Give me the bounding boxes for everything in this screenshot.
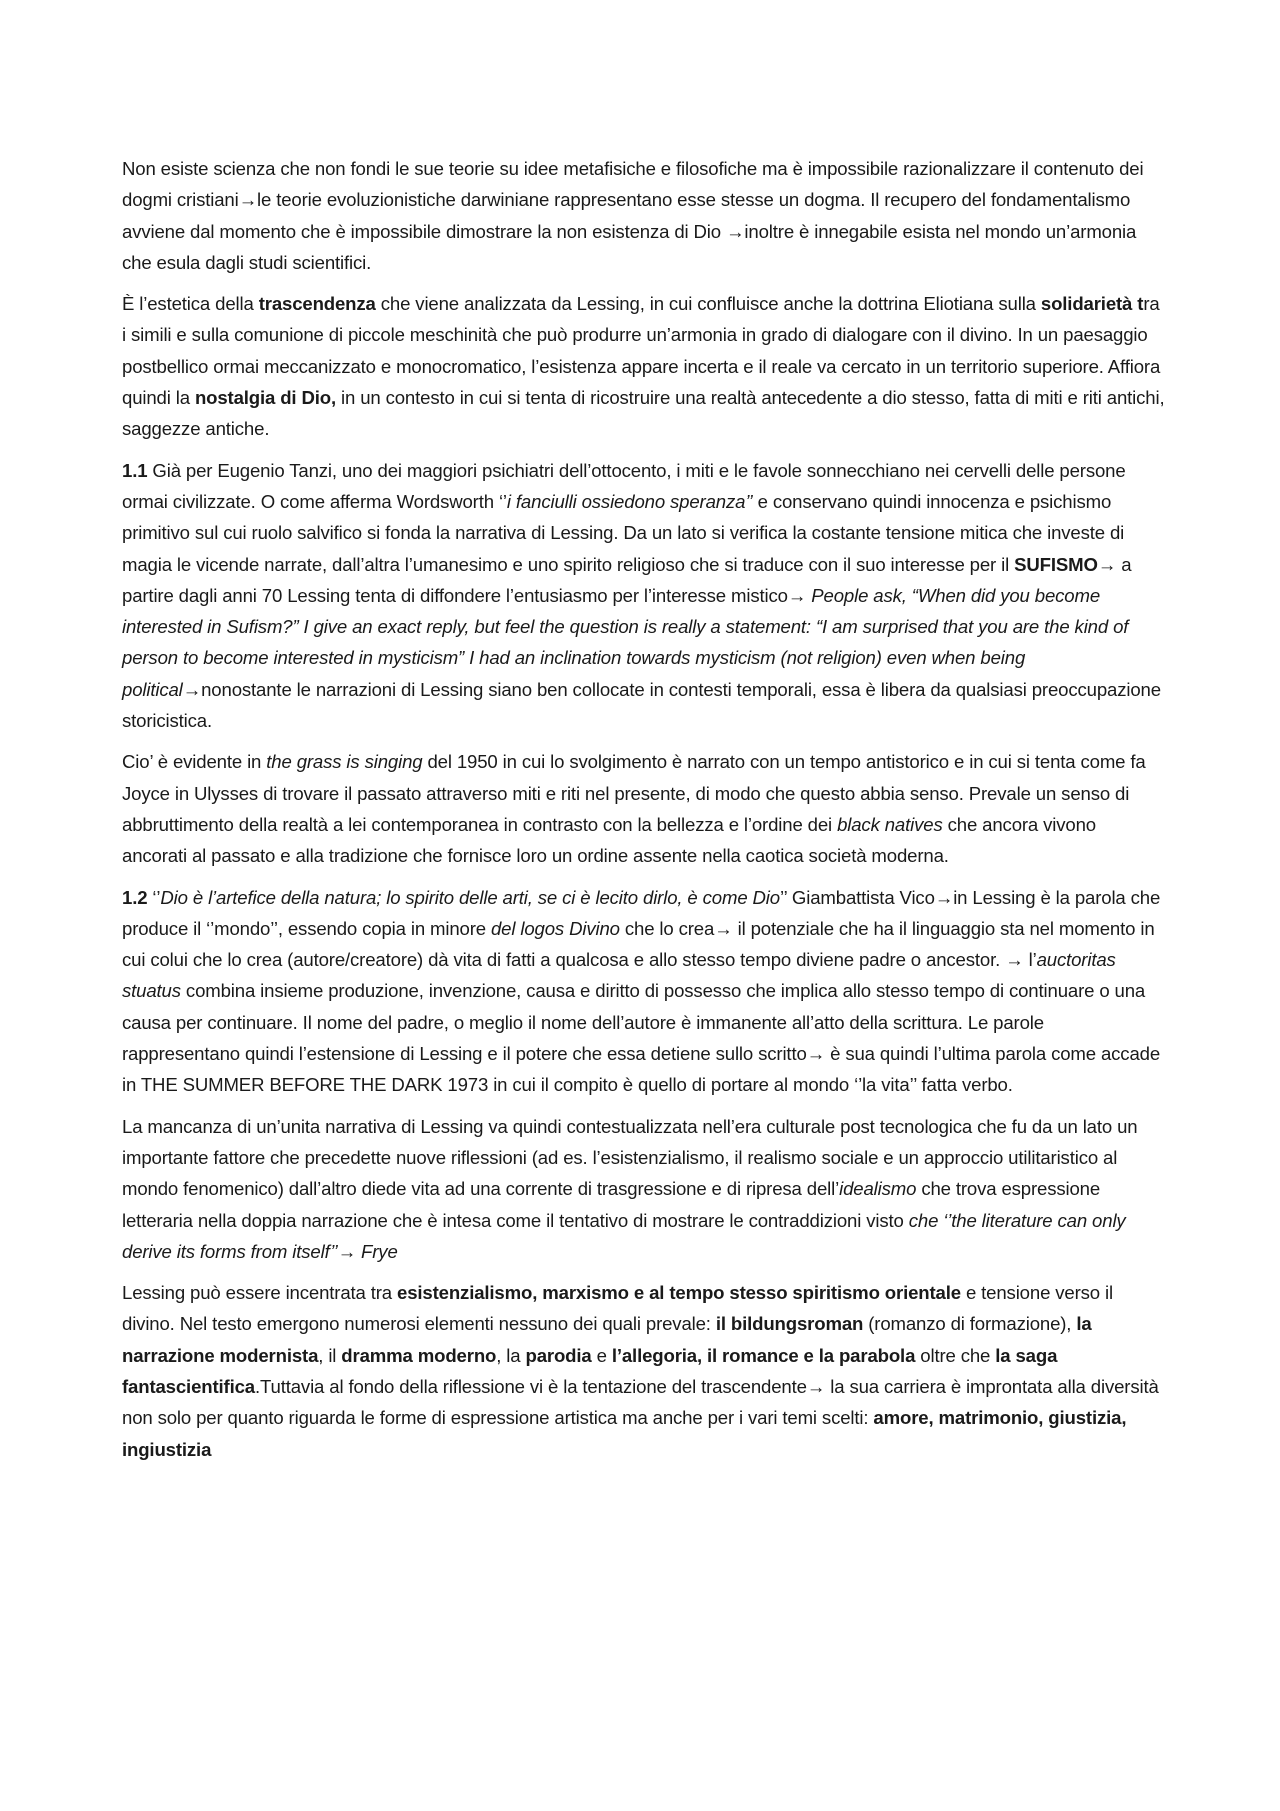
bold-text: trascendenza <box>258 293 376 315</box>
bold-text: parodia <box>525 1344 592 1366</box>
text-run: del 1950 in cui lo svolgimento è narrato con un tempo antistorico e in cui si tenta come fa Joyce in Ulysses di trovare il passato attraverso miti e riti nel presente, di modo che questo abbia senso. Prevale un senso di abbruttimento della realtà a lei contemporanea in contrasto con la bellezza e l’ordine dei <box>122 751 1146 835</box>
text-run: Non esiste scienza che non fondi le sue teorie su idee metafisiche e filosofiche ma è impossibile razionalizzare il contenuto dei dogmi cristiani→le teorie evoluzionistiche darwiniane rappresentano esse stesse un dogma. Il recupero del fondamentalismo avviene dal momento che è impossibile dimostrare la non esistenza di Dio →inoltre è innegabile esista nel mondo un’armonia che esula dagli studi scientifici. <box>122 158 1144 273</box>
paragraph <box>122 153 1165 278</box>
text-run: Già per Eugenio Tanzi, uno dei maggiori psichiatri dell’ottocento, i miti e le favole sonnecchiano nei cervelli delle persone ormai civilizzate. O come afferma Wordsworth ‘’ <box>122 459 1126 512</box>
bold-text: il bildungsroman <box>715 1313 864 1335</box>
text-run: che ancora vivono ancorati al passato e alla tradizione che fornisce loro un ordine assente nella caotica società moderna. <box>122 813 1096 867</box>
italic-text: Frye <box>361 1240 398 1262</box>
bold-text: nostalgia di Dio, <box>194 387 336 409</box>
bold-text: solidarietà t <box>1040 293 1144 315</box>
text-run: ‘’ <box>147 886 161 908</box>
italic-text: i fanciulli ossiedono speranza’’ <box>506 490 753 512</box>
bold-text: SUFISMO <box>1014 553 1098 575</box>
paragraph <box>122 882 1165 1101</box>
bold-text: la saga fantascientifica <box>122 1344 1058 1397</box>
italic-text: black natives <box>837 813 943 835</box>
text-run: (romanzo di formazione), <box>863 1313 1077 1335</box>
text-run: ra i simili e sulla comunione di piccole meschinità che può produrre un’armonia in grado di dialogare con il divino. In un paesaggio postbellico ormai meccanizzato e monocromatico, l’esistenza appare incerta e il reale va cercato in un territorio superiore. Affiora quindi la <box>122 293 1161 409</box>
text-run: oltre che <box>915 1344 996 1366</box>
italic-text: idealismo <box>839 1178 917 1200</box>
italic-text: che ‘’the literature can only derive its forms from itself’’ <box>122 1209 1126 1262</box>
text-run: ’’ Giambattista Vico→in Lessing è la parola che produce il ‘’mondo’’, essendo copia in minore <box>122 886 1161 939</box>
bold-text: amore, matrimonio, giustizia, ingiustizia <box>122 1407 1127 1460</box>
text-run: e <box>591 1344 612 1366</box>
paragraph <box>122 455 1165 737</box>
bold-text: l’allegoria, il romance e la parabola <box>611 1344 916 1366</box>
text-run: , la <box>496 1344 526 1366</box>
paragraph <box>122 1111 1165 1267</box>
text-run: che lo crea→ il potenziale che ha il linguaggio sta nel momento in cui colui che lo crea (autore/creatore) dà vita di fatti a qualcosa e allo stesso tempo diviene padre o ancestor. → l’ <box>122 917 1155 971</box>
paragraph <box>122 1277 1165 1465</box>
text-run: , il <box>318 1344 342 1366</box>
text-run: .Tuttavia al fondo della riflessione vi è la tentazione del trascendente→ la sua carriera è improntata alla diversità non solo per quanto riguarda le forme di espressione artistica ma anche per i vari temi scelti: <box>122 1375 1159 1429</box>
text-run: → a partire dagli anni 70 Lessing tenta di diffondere l’entusiasmo per l’interesse mistico→ <box>122 553 1132 606</box>
text-run: →nonostante le narrazioni di Lessing siano ben collocate in contesti temporali, essa è libera da qualsiasi preoccupazione storicistica. <box>122 678 1161 732</box>
italic-text: People ask, “When did you become interested in Sufism?” I give an exact reply, but feel the question is really a statement: “I am surprised that you are the kind of person to become interested in mysticism” I had an inclination towards mysticism (not religion) even when being political <box>122 584 1129 700</box>
text-run: che trova espressione letteraria nella doppia narrazione che è intesa come il tentativo di mostrare le contraddizioni visto <box>122 1178 1101 1231</box>
document-body <box>122 153 1165 1465</box>
text-run: in un contesto in cui si tenta di ricostruire una realtà antecedente a dio stesso, fatta di miti e riti antichi, saggezze antiche. <box>122 387 1165 440</box>
text-run: È l’estetica della <box>122 293 259 315</box>
paragraph <box>122 746 1165 871</box>
text-run: Lessing può essere incentrata tra <box>122 1282 398 1304</box>
paragraph <box>122 288 1165 444</box>
text-run: e tensione verso il divino. Nel testo emergono numerosi elementi nessuno dei quali prevale: <box>122 1282 1113 1335</box>
text-run: La mancanza di un’unita narrativa di Lessing va quindi contestualizzata nell’era culturale post tecnologica che fu da un lato un importante fattore che precedette nuove riflessioni (ad es. l’esistenzialismo, il realismo sociale e un approccio utilitaristico al mondo fenomenico) dall’altro diede vita ad una corrente di trasgressione e di ripresa dell’ <box>122 1115 1138 1200</box>
bold-text: la narrazione modernista <box>122 1313 1092 1366</box>
italic-text: Dio è l’artefice della natura; lo spirito delle arti, se ci è lecito dirlo, è come Dio <box>160 886 780 908</box>
text-run: Cio’ è evidente in <box>122 751 267 773</box>
italic-text: auctoritas stuatus <box>122 949 1116 1002</box>
text-run: → <box>337 1240 362 1262</box>
bold-text: 1.2 <box>122 886 148 908</box>
text-run: e conservano quindi innocenza e psichismo primitivo sul cui ruolo salvifico si fonda la narrativa di Lessing. Da un lato si verifica la costante tensione mitica che investe di magia le vicende narrate, dall’altra l’umanesimo e uno spirito religioso che si traduce con il suo interesse per il <box>122 490 1125 575</box>
italic-text: del logos Divino <box>490 917 620 939</box>
bold-text: esistenzialismo, marxismo e al tempo stesso spiritismo orientale <box>397 1282 961 1304</box>
italic-text: the grass is singing <box>266 751 423 773</box>
text-run: che viene analizzata da Lessing, in cui confluisce anche la dottrina Eliotiana sulla <box>375 293 1041 315</box>
bold-text: 1.1 <box>122 459 148 481</box>
bold-text: dramma moderno <box>341 1344 497 1366</box>
text-run: combina insieme produzione, invenzione, causa e diritto di possesso che implica allo stesso tempo di continuare o una causa per continuare. Il nome del padre, o meglio il nome dell’autore è immanente all’atto della scrittura. Le parole rappresentano quindi l’estensione di Lessing e il potere che essa detiene sullo scritto→ è sua quindi l’ultima parola come accade in THE SUMMER BEFORE THE DARK 1973 in cui il compito è quello di portare al mondo ‘’la vita’’ fatta verbo. <box>122 980 1161 1096</box>
